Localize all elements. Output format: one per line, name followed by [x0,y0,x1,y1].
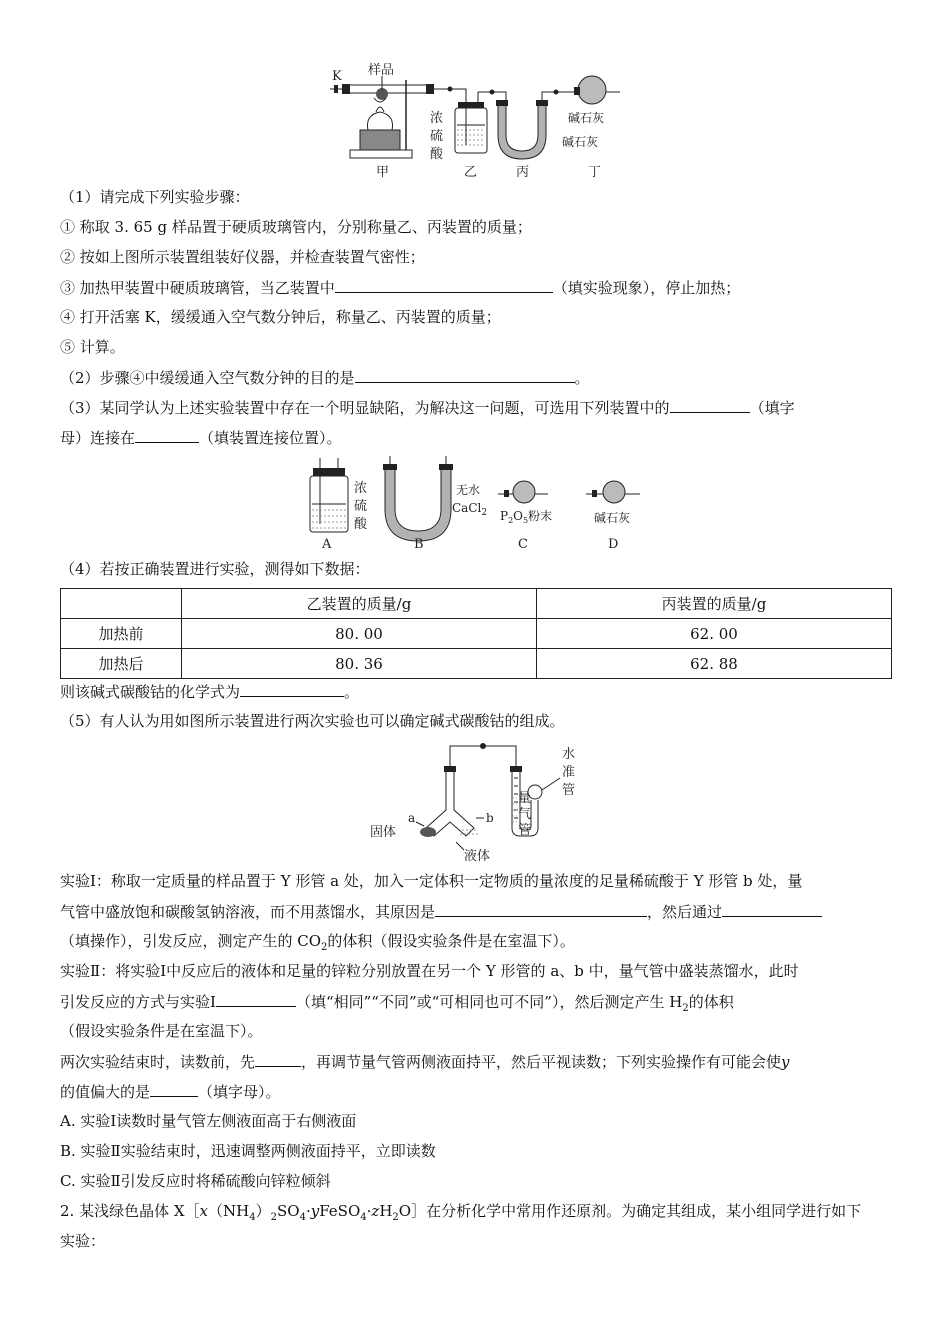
exp2-line3: （假设实验条件是在室温下）。 [60,1022,263,1040]
q5-title: （5）有人认为用如图所示装置进行两次实验也可以确定碱式碳酸钴的组成。 [60,712,565,730]
label-bing: 丙 [516,165,530,180]
option-c-tube [513,481,535,503]
label-C: C [518,537,528,552]
c-label-p2o5: $P_2O_5$粉末 [500,509,553,525]
nq-b: （NH [208,1202,250,1220]
exp2-l2sub: 2 [682,1003,689,1014]
q3-blank-1[interactable] [670,396,750,413]
q4-blank[interactable] [240,680,344,697]
apparatus-figure-1 [330,60,630,182]
exp1-line2 [60,900,900,923]
end-blank-2[interactable] [150,1080,198,1097]
q3-a: （3）某同学认为上述实验装置中存在一个明显缺陷，为解决这一问题，可选用下列装置中的 [60,399,670,417]
q3-c: 母）连接在 [60,429,136,447]
exp2-blank[interactable] [216,990,296,1007]
nq-e: · [305,1202,311,1220]
q2-b: 。 [574,369,590,387]
label-jia: 甲 [376,165,390,180]
cell-yi: 80. 00 [182,619,537,649]
nq-sub4c: 4 [360,1212,367,1223]
exp1-l2b: ，然后通过 [647,903,723,921]
end-l2a: 的值偏大的是 [60,1083,151,1101]
a-label-sulf: 硫 [354,499,368,514]
q3-b: （填字 [749,399,795,417]
q1-step4: ④ 打开活塞 K，缓缓通入空气数分钟后，称量乙、丙装置的质量； [60,308,501,326]
label-water-2: 准 [562,765,576,780]
cell-bing: 62. 88 [537,649,892,679]
nq-i: O］在分析化学中常用作还原剂。为确定其组成，某小组同学进行如下 [398,1202,862,1220]
cell-bing: 62. 00 [537,619,892,649]
nq-z: z [371,1202,380,1220]
nq-sub4: 4 [249,1212,256,1223]
q1-step5: ⑤ 计算。 [60,338,125,356]
nq-sub2a: 2 [270,1212,277,1223]
table-header-empty [61,589,182,619]
data-table [60,588,892,679]
a-label-conc: 浓 [354,481,368,496]
option-b: B. 实验Ⅱ实验结束时，迅速调整两侧液面持平，立即读数 [60,1142,436,1160]
exp1-blank-2[interactable] [722,900,822,917]
label-b: b [486,811,494,825]
nq-sub4b: 4 [299,1212,306,1223]
label-solid: 固体 [370,825,397,840]
table-header-bing: 丙装置的质量/g [537,589,892,619]
table-row [61,649,892,679]
label-soda-lime-2: 碱石灰 [562,135,599,149]
end-l2b: （填字母）。 [198,1083,281,1101]
label-sulf: 硫 [430,129,444,144]
exp1-l2a: 气管中盛放饱和碳酸氢钠溶液，而不用蒸馏水，其原因是 [60,903,436,921]
q1-step3-b: （填实验现象），停止加热； [552,279,741,297]
q3-line1 [60,396,900,419]
option-c: C. 实验Ⅱ引发反应时将稀硫酸向锌粒倾斜 [60,1172,331,1190]
q2 [60,366,900,389]
option-a: A. 实验Ⅰ读数时量气管左侧液面高于右侧液面 [60,1112,357,1130]
label-acid: 酸 [430,147,444,162]
row-label: 加热后 [61,649,182,679]
d-label-soda-lime: 碱石灰 [594,511,631,525]
exp1-line3 [60,930,900,959]
table-header-yi: 乙装置的质量/g [182,589,537,619]
table-row [61,619,892,649]
q4-after-b: 。 [344,683,360,701]
heater-block [360,130,400,150]
q2-blank[interactable] [355,366,575,383]
row-label: 加热前 [61,619,182,649]
drying-tube-ding [578,76,606,104]
q4-title: （4）若按正确装置进行实验，测得如下数据： [60,560,370,578]
end-l1var: y [781,1053,790,1071]
label-water-1: 水 [562,747,576,762]
b-label-anhyd: 无水 [456,483,481,497]
label-conc: 浓 [430,111,444,126]
label-B: B [414,537,424,552]
q2-a: （2）步骤④中缓缓通入空气数分钟的目的是 [60,369,355,387]
y-tube [426,772,474,836]
label-ding: 丁 [588,165,602,180]
end-blank-1[interactable] [255,1050,301,1067]
exp2-l2a: 引发反应的方式与实验Ⅰ [60,993,216,1011]
exp1-blank-1[interactable] [435,900,647,917]
label-water-3: 管 [562,783,576,798]
label-yi: 乙 [464,165,478,180]
end-line1 [60,1050,900,1073]
exp1-l3b: 的体积（假设实验条件是在室温下）。 [327,932,575,950]
q3-blank-2[interactable] [135,426,199,443]
nq-sub2b: 2 [392,1212,399,1223]
nq-h: H [379,1202,393,1220]
label-meas-2: 气 [518,807,532,822]
end-l1a: 两次实验结束时，读数前，先 [60,1053,256,1071]
exp2-line2 [60,990,900,1020]
label-k: K [332,69,342,84]
label-soda-lime-1: 碱石灰 [568,111,605,125]
label-meas-3: 管 [518,823,532,838]
q1-step3-blank[interactable] [335,276,553,293]
q1-step3-a: ③ 加热甲装置中硬质玻璃管，当乙装置中 [60,279,335,297]
b-label-cacl: CaCl$_2$ [452,501,488,518]
alcohol-lamp [368,112,393,130]
label-D: D [608,537,619,552]
nq-c: ） [255,1202,271,1220]
q3-d: （填装置连接位置）。 [199,429,342,447]
label-a: a [408,811,416,825]
table-header-row [61,589,892,619]
q3-line2 [60,426,900,449]
exp2-l2b: （填“相同”“不同”或“可相同也可不同”），然后测定产生 H [295,993,683,1011]
nq-a: 2. 某浅绿色晶体 X［ [60,1202,200,1220]
end-l1b: ，再调节量气管两侧液面持平，然后平视读数；下列实验操作有可能会使 [301,1053,782,1071]
a-label-acid: 酸 [354,517,368,532]
u-tube-bing [502,105,542,155]
nq-y: y [310,1202,320,1220]
label-A: A [322,537,332,552]
nq-d: SO [276,1202,300,1220]
nq-g: · [366,1202,372,1220]
q1-step2: ② 按如上图所示装置组装好仪器，并检查装置气密性； [60,248,425,266]
q4-after-a: 则该碱式碳酸钴的化学式为 [60,683,241,701]
label-meas-1: 量 [518,791,532,806]
exp1-line1: 实验Ⅰ：称取一定质量的样品置于 Y 形管 a 处，加入一定体积一定物质的量浓度的足量稀硫酸于 Y 形管 b 处，量 [60,872,803,890]
q1-step1: ① 称取 3. 65 g 样品置于硬质玻璃管内，分别称量乙、丙装置的质量； [60,218,532,236]
next-question-line1 [60,1200,900,1229]
label-liquid: 液体 [464,849,491,864]
exp1-l3a: （填操作），引发反应，测定产生的 CO [60,932,322,950]
apparatus-figure-2 [300,454,650,554]
cell-yi: 80. 36 [182,649,537,679]
label-sample: 样品 [368,63,395,78]
q1-step3 [60,276,900,299]
nq-f: FeSO [319,1202,361,1220]
stand-base [350,150,412,158]
q1-title: （1）请完成下列实验步骤： [60,188,250,206]
q4-formula [60,680,900,703]
end-line2 [60,1080,900,1103]
exp2-line1: 实验Ⅱ：将实验Ⅰ中反应后的液体和足量的锌粒分别放置在另一个 Y 形管的 a、b 中，量气管中盛装蒸馏水，此时 [60,962,799,980]
exp2-l2c: 的体积 [688,993,734,1011]
next-question-line2: 实验： [60,1232,106,1250]
nq-x: x [199,1202,208,1220]
option-d-tube [603,481,625,503]
exp1-l3sub: 2 [321,942,328,953]
apparatus-figure-3 [368,738,598,864]
